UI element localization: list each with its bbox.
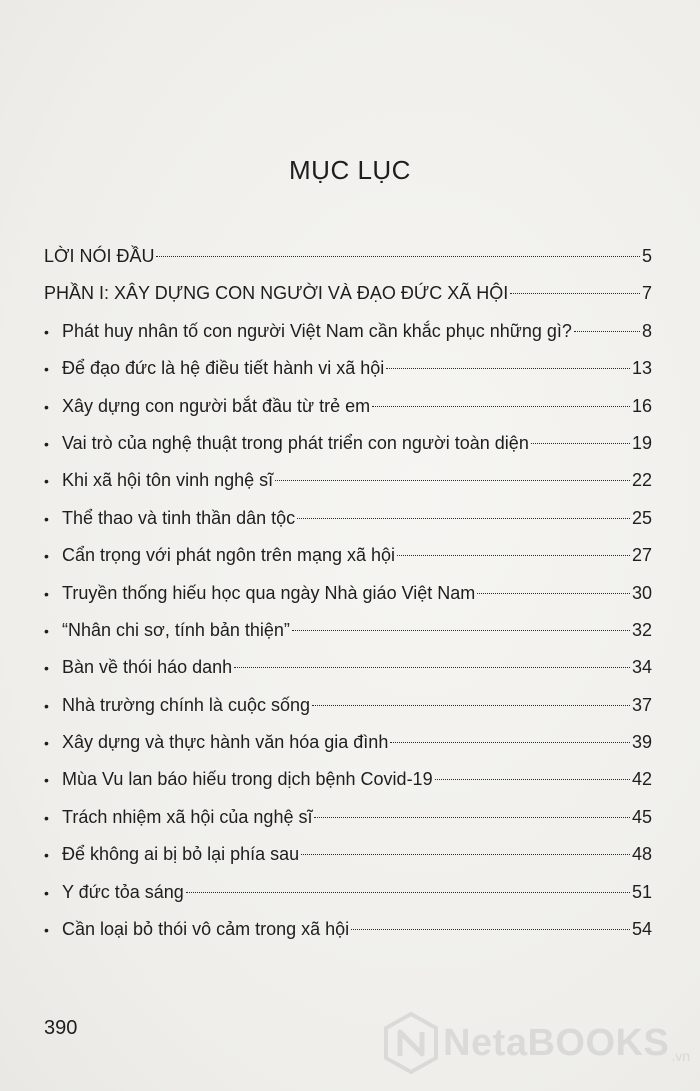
dot-leader <box>301 854 630 855</box>
toc-entry-page: 27 <box>631 545 652 566</box>
toc-entry-title: LỜI NÓI ĐẦU <box>44 246 155 266</box>
bullet-icon: • <box>44 772 49 789</box>
toc-entry-title: Xây dựng và thực hành văn hóa gia đình <box>62 732 389 753</box>
toc-entry-page: 54 <box>631 919 652 940</box>
toc-entry-title: Khi xã hội tôn vinh nghệ sĩ <box>62 470 274 491</box>
toc-entry <box>44 687 652 724</box>
toc-entry-page: 13 <box>631 358 652 379</box>
toc-entry-page: 34 <box>631 657 652 678</box>
dot-leader <box>292 630 630 631</box>
toc-entry-title: Thể thao và tinh thần dân tộc <box>62 507 296 528</box>
dot-leader <box>386 368 630 369</box>
bullet-icon: • <box>44 398 49 415</box>
toc-entry-page: 42 <box>631 769 652 790</box>
toc-entry <box>44 350 652 387</box>
toc-entry-title: “Nhân chi sơ, tính bản thiện” <box>62 619 290 640</box>
toc-entry-page: 32 <box>631 619 652 640</box>
toc-entry <box>44 537 652 574</box>
dot-leader <box>574 331 640 332</box>
toc-entry-title: Phát huy nhân tố con người Việt Nam cần khắc phục những gì? <box>62 320 572 341</box>
toc-entry <box>44 425 652 462</box>
toc-entry <box>44 612 652 649</box>
dot-leader <box>234 667 630 668</box>
toc-entry-page: 22 <box>631 470 652 491</box>
toc-entry-page: 30 <box>631 582 652 603</box>
toc-entry-page: 25 <box>631 507 652 528</box>
dot-leader <box>275 480 630 481</box>
watermark <box>383 1012 690 1074</box>
bullet-icon: • <box>44 361 49 378</box>
toc-entry-title: Cần loại bỏ thói vô cảm trong xã hội <box>62 919 350 940</box>
toc-entry-page: 5 <box>641 246 652 266</box>
dot-leader <box>477 593 630 594</box>
toc-entry-page: 7 <box>641 283 652 304</box>
bullet-icon: • <box>44 548 49 565</box>
toc-entry-page: 51 <box>631 881 652 902</box>
bullet-icon: • <box>44 922 49 939</box>
table-of-contents <box>44 238 652 948</box>
toc-entry <box>44 836 652 873</box>
bullet-icon: • <box>44 323 49 340</box>
bullet-icon: • <box>44 735 49 752</box>
bullet-icon: • <box>44 660 49 677</box>
toc-entry <box>44 388 652 425</box>
dot-leader <box>312 705 630 706</box>
toc-entry-page: 19 <box>631 432 652 453</box>
toc-entry <box>44 724 652 761</box>
toc-entry-title: Xây dựng con người bắt đầu từ trẻ em <box>62 395 371 416</box>
watermark-brand: NetaBOOKS <box>443 1021 670 1064</box>
dot-leader <box>156 256 640 257</box>
bullet-icon: • <box>44 697 49 714</box>
bullet-icon: • <box>44 809 49 826</box>
dot-leader <box>397 555 630 556</box>
toc-entry-page: 16 <box>631 395 652 416</box>
toc-entry <box>44 874 652 911</box>
toc-entry-page: 37 <box>631 694 652 715</box>
bullet-icon: • <box>44 622 49 639</box>
bullet-icon: • <box>44 473 49 490</box>
toc-entry-title: Để không ai bị bỏ lại phía sau <box>62 844 300 865</box>
toc-section-entry <box>44 275 652 312</box>
toc-entry-title: Cẩn trọng với phát ngôn trên mạng xã hội <box>62 545 396 566</box>
toc-entry-page: 8 <box>641 320 652 341</box>
toc-entry-title: Mùa Vu lan báo hiếu trong dịch bệnh Covid-19 <box>62 769 433 790</box>
toc-section-entry <box>44 238 652 275</box>
netabooks-logo-icon <box>383 1012 439 1074</box>
toc-entry <box>44 500 652 537</box>
toc-entry <box>44 761 652 798</box>
bullet-icon: • <box>44 884 49 901</box>
toc-entry-title: Truyền thống hiếu học qua ngày Nhà giáo Việt Nam <box>62 582 476 603</box>
toc-entry <box>44 575 652 612</box>
toc-entry-title: Để đạo đức là hệ điều tiết hành vi xã hội <box>62 358 385 379</box>
dot-leader <box>435 779 630 780</box>
toc-entry <box>44 313 652 350</box>
toc-entry-title: Trách nhiệm xã hội của nghệ sĩ <box>62 806 313 827</box>
bullet-icon: • <box>44 510 49 527</box>
toc-entry-title: PHẦN I: XÂY DỰNG CON NGƯỜI VÀ ĐẠO ĐỨC XÃ HỘI <box>44 283 509 304</box>
toc-entry <box>44 649 652 686</box>
page-number: 390 <box>44 1017 78 1039</box>
toc-entry <box>44 911 652 948</box>
toc-entry <box>44 462 652 499</box>
page-title: MỤC LỤC <box>289 155 411 185</box>
dot-leader <box>186 892 630 893</box>
dot-leader <box>510 293 640 294</box>
bullet-icon: • <box>44 435 49 452</box>
watermark-suffix: .vn <box>671 1048 690 1064</box>
dot-leader <box>314 817 629 818</box>
dot-leader <box>390 742 630 743</box>
toc-entry-page: 39 <box>631 732 652 753</box>
dot-leader <box>351 929 630 930</box>
toc-entry-page: 45 <box>631 806 652 827</box>
toc-entry-title: Vai trò của nghệ thuật trong phát triển con người toàn diện <box>62 432 529 453</box>
dot-leader <box>531 443 630 444</box>
toc-entry-title: Bàn về thói háo danh <box>62 657 233 678</box>
bullet-icon: • <box>44 847 49 864</box>
bullet-icon: • <box>44 585 49 602</box>
toc-entry-page: 48 <box>631 844 652 865</box>
dot-leader <box>297 518 630 519</box>
toc-entry <box>44 799 652 836</box>
toc-entry-title: Y đức tỏa sáng <box>62 881 184 902</box>
dot-leader <box>372 406 630 407</box>
toc-entry-title: Nhà trường chính là cuộc sống <box>62 694 310 715</box>
